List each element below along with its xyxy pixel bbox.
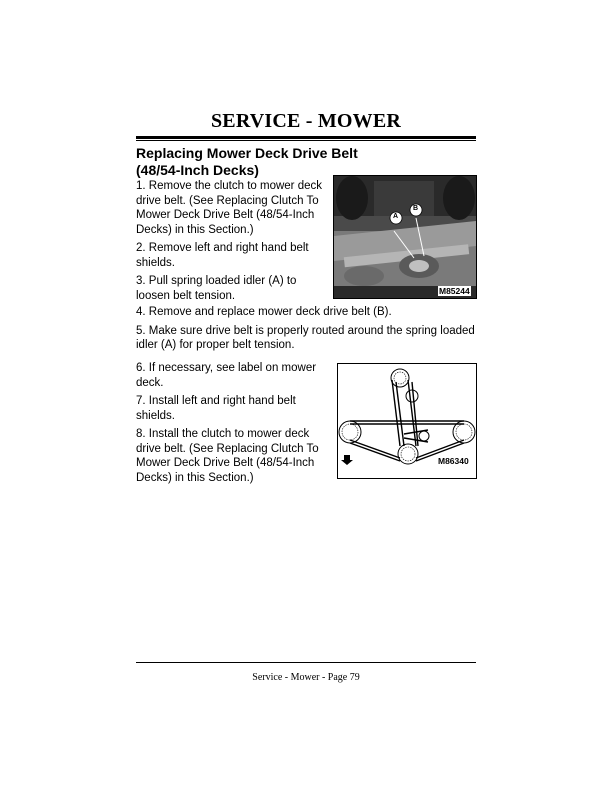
mower-deck-photo-illustration — [334, 176, 476, 298]
page-footer: Service - Mower - Page 79 — [252, 672, 360, 683]
steps-full — [136, 305, 476, 357]
footer-rule — [136, 662, 476, 663]
page-title: SERVICE - MOWER — [210, 110, 402, 132]
mower-deck-photo — [333, 175, 477, 299]
section-heading — [136, 145, 436, 179]
step-4: 4. Remove and replace mower deck drive belt (B). — [136, 306, 392, 318]
step-6: 6. If necessary, see label on mower deck. — [136, 362, 317, 389]
diagram-code: M86340 — [438, 456, 469, 466]
step-1: 1. Remove the clutch to mower deck drive belt. (See Replacing Clutch To Mower Deck Drive Belt (48/54-Inch Decks) in this Section.) — [136, 180, 322, 236]
step-8: 8. Install the clutch to mower deck drive belt. (See Replacing Clutch To Mower Deck Drive Belt (48/54-Inch Decks) in this Section.) — [136, 428, 319, 484]
step-7: 7. Install left and right hand belt shields. — [136, 395, 296, 422]
steps-bottom — [136, 361, 332, 489]
photo-callout-a: A — [393, 213, 399, 220]
photo-code: M85244 — [439, 286, 470, 296]
steps-top — [136, 179, 332, 307]
header-rule-thick — [136, 136, 476, 139]
belt-routing-diagram — [337, 363, 477, 479]
section-heading-line2: (48/54-Inch Decks) — [136, 162, 259, 178]
section-heading-line1: Replacing Mower Deck Drive Belt — [136, 145, 358, 161]
step-3: 3. Pull spring loaded idler (A) to loosen belt tension. — [136, 275, 297, 302]
step-2: 2. Remove left and right hand belt shields. — [136, 242, 309, 269]
photo-callout-b: B — [413, 205, 419, 212]
header-rule-thin — [136, 140, 476, 141]
step-5: 5. Make sure drive belt is properly routed around the spring loaded idler (A) for proper belt tension. — [136, 324, 475, 351]
